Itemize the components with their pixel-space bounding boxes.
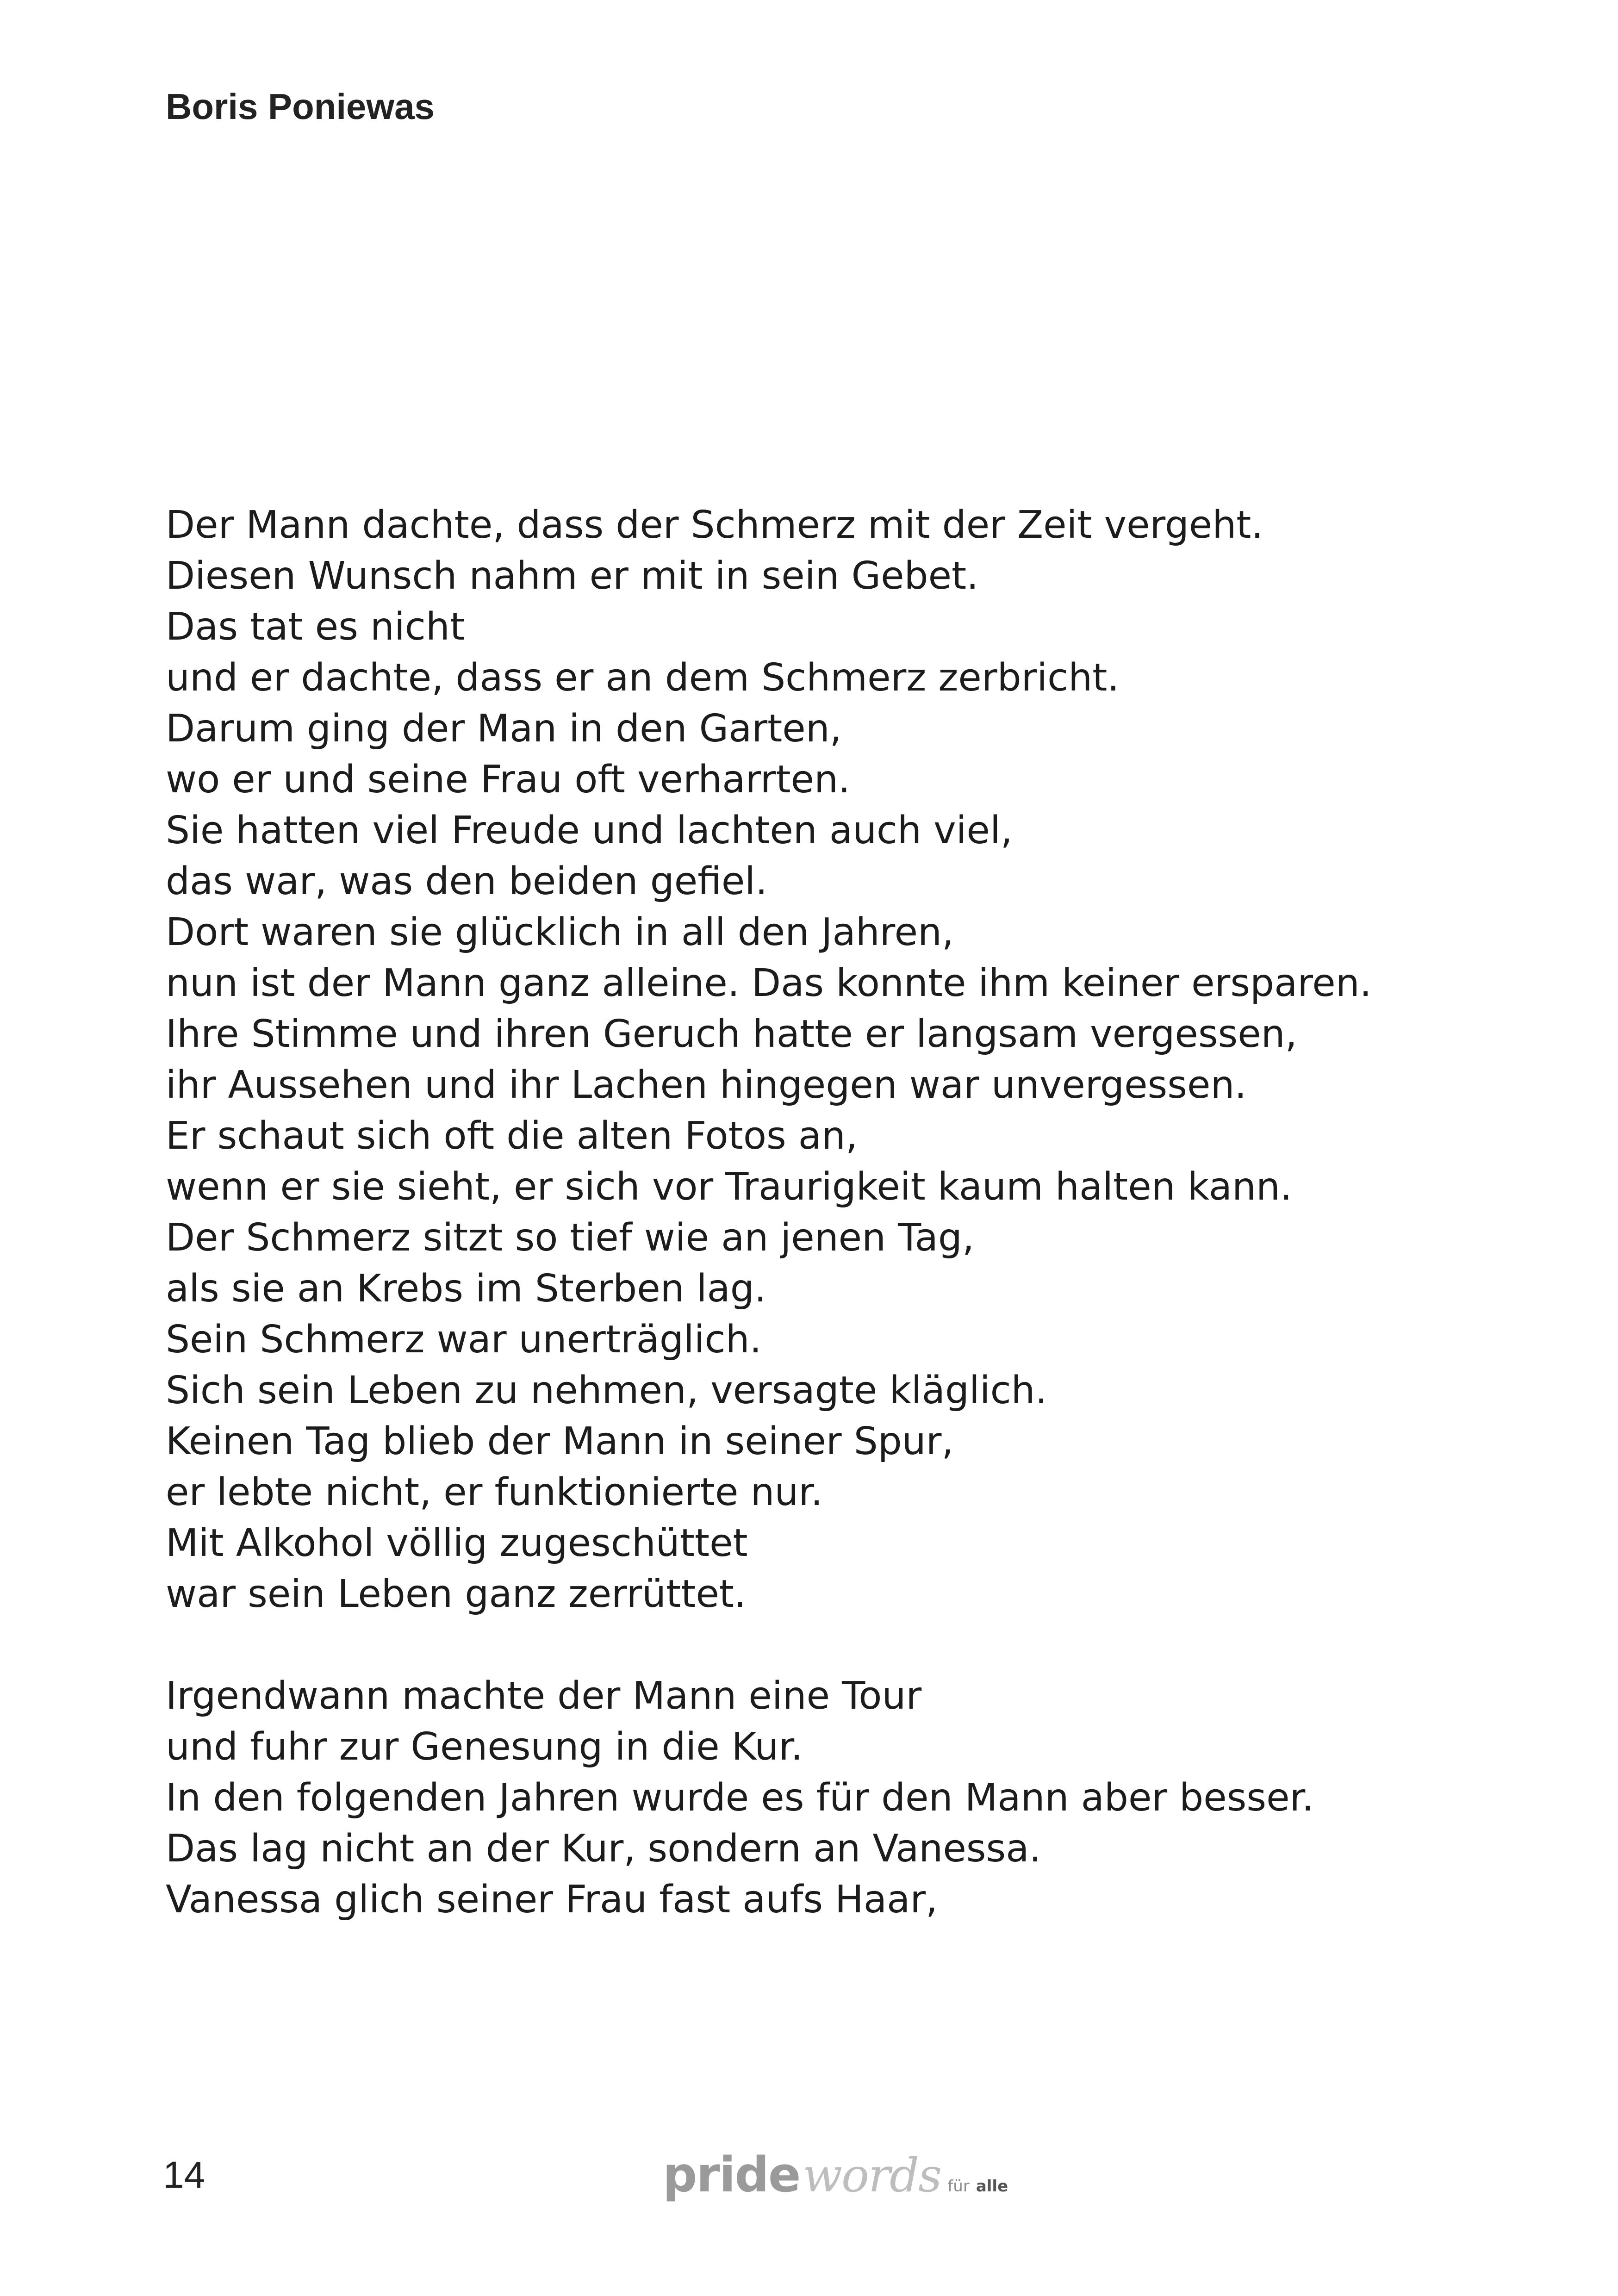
poem-line: nun ist der Mann ganz alleine. Das konnte ihm keiner ersparen.: [166, 961, 1372, 1005]
poem-body: [166, 500, 1508, 1925]
poem-line: Vanessa glich seiner Frau fast aufs Haar,: [166, 1878, 938, 1922]
poem-line: Ihre Stimme und ihren Geruch hatte er langsam vergessen,: [166, 1012, 1297, 1056]
author-name: Boris Poniewas: [166, 86, 435, 127]
poem-line: Darum ging der Man in den Garten,: [166, 707, 842, 751]
poem-line: und er dachte, dass er an dem Schmerz zerbricht.: [166, 656, 1120, 700]
page-number: 14: [163, 2154, 205, 2196]
poem-line: Dort waren sie glücklich in all den Jahren,: [166, 910, 954, 954]
poem-line: Sein Schmerz war unerträglich.: [166, 1318, 762, 1362]
poem-line: Sich sein Leben zu nehmen, versagte kläglich.: [166, 1369, 1047, 1412]
poem-line: wenn er sie sieht, er sich vor Traurigkeit kaum halten kann.: [166, 1165, 1292, 1209]
poem-line: Der Schmerz sitzt so tief wie an jenen Tag,: [166, 1216, 975, 1260]
poem-line: In den folgenden Jahren wurde es für den Mann aber besser.: [166, 1776, 1314, 1820]
poem-line: Das tat es nicht: [166, 605, 465, 649]
poem-line: Diesen Wunsch nahm er mit in sein Gebet.: [166, 554, 979, 598]
stanza: [166, 1671, 1508, 1925]
logo-alle-text: alle: [976, 2177, 1008, 2196]
poem-line: ihr Aussehen und ihr Lachen hingegen war unvergessen.: [166, 1063, 1247, 1107]
poem-line: Mit Alkohol völlig zugeschüttet: [166, 1521, 748, 1565]
pridewords-logo: [663, 2147, 1008, 2221]
poem-line: und fuhr zur Genesung in die Kur.: [166, 1725, 803, 1769]
logo-words-text: words: [803, 2148, 941, 2203]
poem-line: er lebte nicht, er funktionierte nur.: [166, 1470, 823, 1514]
logo-fuer-text: für: [947, 2177, 970, 2196]
poem-line: wo er und seine Frau oft verharrten.: [166, 758, 851, 802]
logo-pride-text: pride: [663, 2147, 800, 2203]
poem-line: Keinen Tag blieb der Mann in seiner Spur,: [166, 1419, 954, 1463]
poem-line: Sie hatten viel Freude und lachten auch viel,: [166, 809, 1013, 852]
poem-line: Irgendwann machte der Mann eine Tour: [166, 1674, 922, 1718]
poem-line: war sein Leben ganz zerrüttet.: [166, 1572, 747, 1616]
poem-line: Er schaut sich oft die alten Fotos an,: [166, 1114, 858, 1158]
poem-line: das war, was den beiden gefiel.: [166, 859, 768, 903]
stanza: [166, 500, 1508, 1620]
poem-line: als sie an Krebs im Sterben lag.: [166, 1267, 766, 1311]
poem-line: Das lag nicht an der Kur, sondern an Vanessa.: [166, 1827, 1041, 1871]
poem-line: Der Mann dachte, dass der Schmerz mit der Zeit vergeht.: [166, 503, 1263, 547]
